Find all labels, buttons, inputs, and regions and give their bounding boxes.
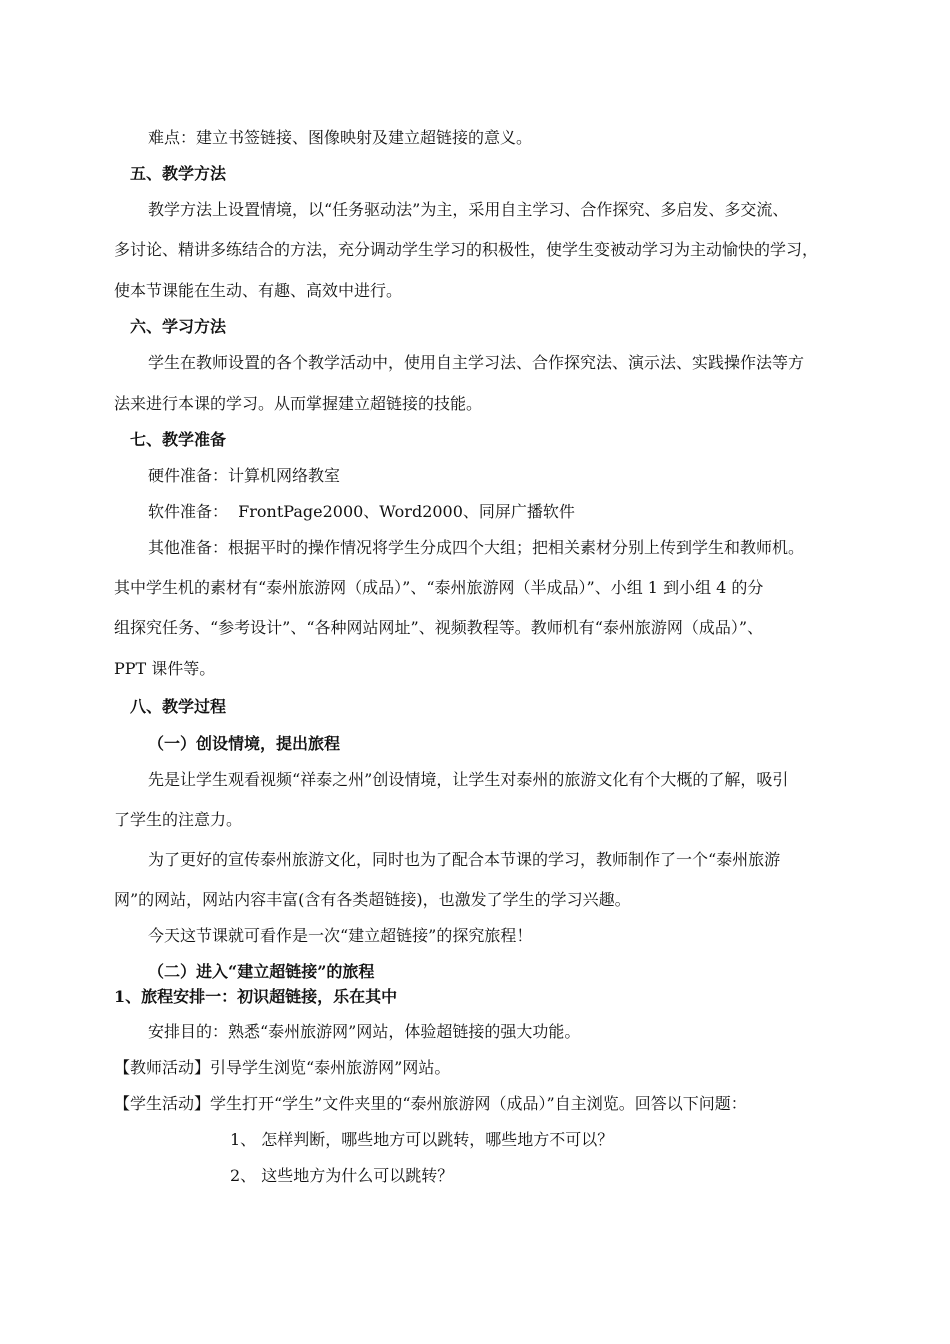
paragraph-line: 教学方法上设置情境，以“任务驱动法”为主，采用自主学习、合作探究、多启发、多交流、 bbox=[148, 200, 789, 219]
paragraph-line: 网”的网站，网站内容丰富(含有各类超链接)，也激发了学生的学习兴趣。 bbox=[114, 890, 631, 909]
paragraph-purpose: 安排目的：熟悉“泰州旅游网”网站，体验超链接的强大功能。 bbox=[148, 1022, 581, 1041]
paragraph-line: 其中学生机的素材有“泰州旅游网（成品）”、“泰州旅游网（半成品）”、小组 1 到小组 4 的分 bbox=[114, 578, 764, 597]
paragraph-line: 法来进行本课的学习。从而掌握建立超链接的技能。 bbox=[114, 394, 483, 413]
subheading-step-two: （二）进入“建立超链接”的旅程 bbox=[148, 962, 375, 981]
subheading-step-one: （一）创设情境，提出旅程 bbox=[148, 734, 341, 753]
question-item: 2、 这些地方为什么可以跳转？ bbox=[230, 1166, 454, 1185]
paragraph-line: 学生在教师设置的各个教学活动中，使用自主学习法、合作探究法、演示法、实践操作法等方 bbox=[148, 353, 805, 372]
heading-teaching-methods: 五、教学方法 bbox=[130, 164, 227, 183]
paragraph-line: 为了更好的宣传泰州旅游文化，同时也为了配合本节课的学习，教师制作了一个“泰州旅游 bbox=[148, 850, 781, 869]
paragraph-line: 多讨论、精讲多练结合的方法，充分调动学生学习的积极性，使学生变被动学习为主动愉快的学习， bbox=[114, 240, 819, 259]
paragraph-line: 组探究任务、“参考设计”、“各种网站网址”、视频教程等。教师机有“泰州旅游网（成品）”、 bbox=[114, 618, 764, 637]
heading-teaching-process: 八、教学过程 bbox=[130, 697, 227, 716]
paragraph-difficulty: 难点：建立书签链接、图像映射及建立超链接的意义。 bbox=[148, 128, 533, 147]
paragraph-student-activity: 【学生活动】学生打开“学生”文件夹里的“泰州旅游网（成品）”自主浏览。回答以下问题： bbox=[114, 1094, 747, 1113]
heading-learning-methods: 六、学习方法 bbox=[130, 317, 227, 336]
paragraph-teacher-activity: 【教师活动】引导学生浏览“泰州旅游网”网站。 bbox=[114, 1058, 451, 1077]
paragraph-software: 软件准备： FrontPage2000、Word2000、同屏广播软件 bbox=[148, 502, 575, 521]
paragraph-hardware: 硬件准备：计算机网络教室 bbox=[148, 466, 341, 485]
subheading-journey-one: 1、旅程安排一：初识超链接，乐在其中 bbox=[114, 987, 398, 1006]
heading-teaching-preparation: 七、教学准备 bbox=[130, 430, 227, 449]
paragraph-line: 使本节课能在生动、有趣、高效中进行。 bbox=[114, 281, 403, 300]
paragraph-line: 先是让学生观看视频“祥泰之州”创设情境，让学生对泰州的旅游文化有个大概的了解，吸引 bbox=[148, 770, 789, 789]
question-item: 1、 怎样判断，哪些地方可以跳转，哪些地方不可以？ bbox=[230, 1130, 614, 1149]
paragraph-line: 了学生的注意力。 bbox=[114, 810, 243, 829]
paragraph-line: PPT 课件等。 bbox=[114, 659, 216, 678]
paragraph-line: 其他准备：根据平时的操作情况将学生分成四个大组；把相关素材分别上传到学生和教师机。 bbox=[148, 538, 805, 557]
paragraph-line: 今天这节课就可看作是一次“建立超链接”的探究旅程！ bbox=[148, 926, 533, 945]
